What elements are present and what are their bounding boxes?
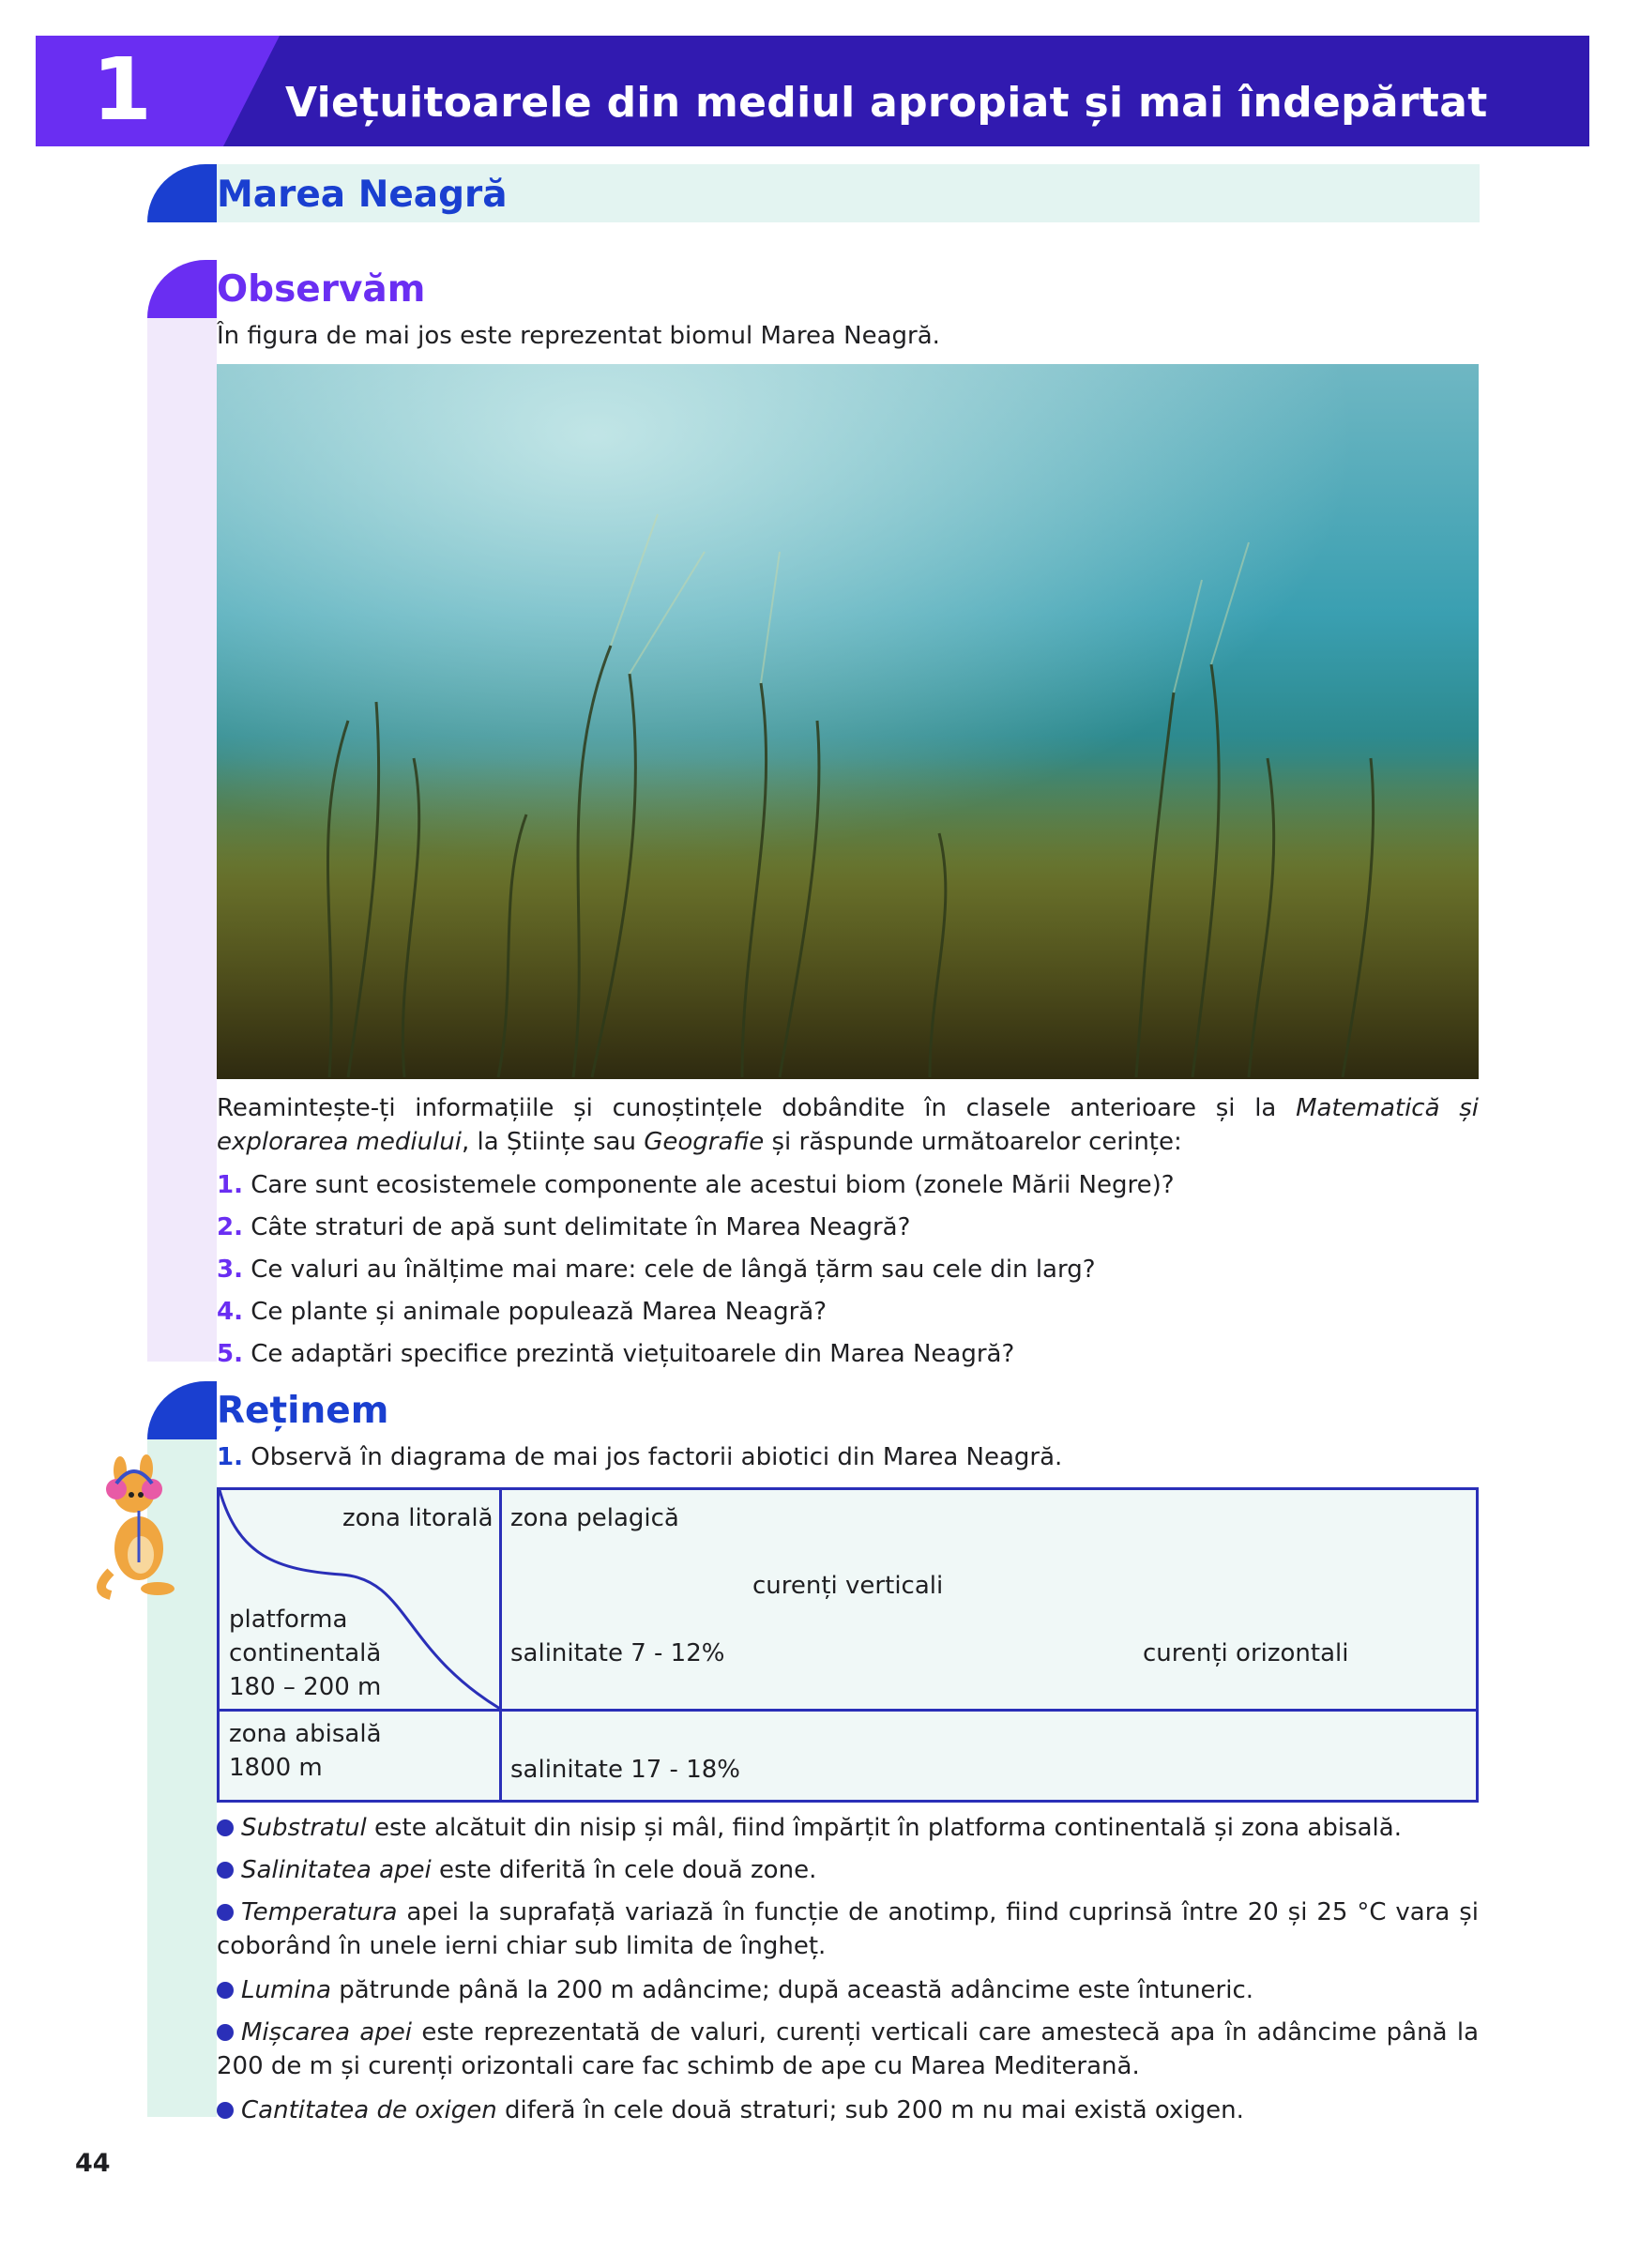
fact-bullet bbox=[217, 1973, 1479, 2007]
observam-header bbox=[147, 260, 217, 318]
fact-term: Substratul bbox=[241, 1814, 367, 1842]
question-item bbox=[217, 1295, 1479, 1329]
fact-bullet bbox=[217, 1853, 1479, 1887]
fact-bullet bbox=[217, 2093, 1479, 2127]
bullet-dot-icon bbox=[217, 2024, 234, 2041]
fact-text: diferă în cele două straturi; sub 200 m nu mai există oxigen. bbox=[496, 2096, 1244, 2124]
label-curenti-orizontali: curenți orizontali bbox=[1143, 1639, 1349, 1667]
question-number: 4. bbox=[217, 1298, 243, 1326]
bullet-dot-icon bbox=[217, 1982, 234, 1999]
question-number: 1. bbox=[217, 1171, 243, 1199]
question-text: Ce plante și animale populează Marea Neagră? bbox=[251, 1298, 828, 1326]
bullet-dot-icon bbox=[217, 2102, 234, 2119]
observam-heading: Observăm bbox=[217, 268, 426, 311]
retinem-heading: Reținem bbox=[217, 1390, 389, 1432]
label-zona-abisala: zona abisală bbox=[229, 1720, 382, 1748]
fact-text: este diferită în cele două zone. bbox=[431, 1856, 817, 1884]
chapter-number-block bbox=[36, 36, 280, 146]
retinem-header bbox=[147, 1381, 217, 1439]
retinem-intro-text: Observă în diagrama de mai jos factorii abiotici din Marea Neagră. bbox=[251, 1443, 1063, 1471]
section-marker bbox=[147, 164, 217, 222]
kangaroo-mascot-icon bbox=[83, 1450, 195, 1600]
fact-text: este alcătuit din nisip și mâl, fiind împărțit în platforma continentală și zona abisală. bbox=[366, 1814, 1402, 1842]
question-number: 3. bbox=[217, 1256, 243, 1284]
fact-text: apei la suprafață variază în funcție de anotimp, fiind cuprinsă între 20 și 25 °C vara și coborând în unele ierni chiar sub limita de îngheț. bbox=[217, 1898, 1479, 1960]
question-number: 5. bbox=[217, 1340, 243, 1368]
fact-bullet bbox=[217, 1895, 1479, 1963]
question-item bbox=[217, 1168, 1479, 1202]
retinem-marker bbox=[147, 1381, 217, 1439]
label-zona-pelagica: zona pelagică bbox=[510, 1504, 679, 1532]
bullet-dot-icon bbox=[217, 1904, 234, 1921]
retinem-intro-number: 1. bbox=[217, 1443, 243, 1471]
label-platforma: platforma bbox=[229, 1606, 348, 1634]
label-curenti-verticali: curenți verticali bbox=[752, 1572, 944, 1600]
fact-term: Temperatura bbox=[241, 1898, 398, 1926]
question-item bbox=[217, 1337, 1479, 1371]
question-text: Ce valuri au înălțime mai mare: cele de lângă țărm sau cele din larg? bbox=[251, 1256, 1096, 1284]
label-adancime-abisala: 1800 m bbox=[229, 1754, 323, 1782]
observam-intro: În figura de mai jos este reprezentat biomul Marea Neagră. bbox=[217, 322, 940, 350]
question-item bbox=[217, 1253, 1479, 1286]
chapter-banner bbox=[36, 36, 1589, 146]
fact-term: Salinitatea apei bbox=[241, 1856, 432, 1884]
observam-marker bbox=[147, 260, 217, 318]
observam-side-strip bbox=[147, 318, 217, 1362]
black-sea-photo bbox=[217, 364, 1479, 1079]
question-text: Câte straturi de apă sunt delimitate în Marea Neagră? bbox=[251, 1213, 911, 1241]
abiotic-factors-diagram bbox=[217, 1487, 1479, 1803]
label-continentala: continentală bbox=[229, 1639, 382, 1667]
prompt-part-a: Reamintește-ți informațiile și cunoștințele dobândite în clasele anterioare și la bbox=[217, 1094, 1297, 1122]
fact-term: Mișcarea apei bbox=[241, 2018, 413, 2047]
seagrass-illustration bbox=[217, 364, 1479, 1079]
label-zona-litorala: zona litorală bbox=[342, 1504, 494, 1532]
fact-text: este reprezentată de valuri, curenți verticali care amestecă apa în adâncime până la 200 de m și curenți orizontali care fac schimb de ape cu Marea Mediterană. bbox=[217, 2018, 1479, 2080]
bullet-dot-icon bbox=[217, 1819, 234, 1836]
label-adancime-platforma: 180 – 200 m bbox=[229, 1673, 382, 1701]
prompt-part-e: și răspunde următoarelor cerințe: bbox=[764, 1128, 1182, 1156]
retinem-intro bbox=[217, 1440, 1479, 1474]
section-title: Marea Neagră bbox=[217, 174, 508, 216]
section-header bbox=[147, 164, 1480, 222]
prompt-subject-geo: Geografie bbox=[644, 1128, 765, 1156]
question-number: 2. bbox=[217, 1213, 243, 1241]
label-salinitate-1: salinitate 7 - 12% bbox=[510, 1639, 725, 1667]
fact-bullet bbox=[217, 2016, 1479, 2083]
chapter-number: 1 bbox=[92, 39, 153, 140]
prompt-subject-math: Matematică și explorarea mediului bbox=[217, 1094, 1479, 1156]
bullet-dot-icon bbox=[217, 1862, 234, 1879]
fact-term: Cantitatea de oxigen bbox=[241, 2096, 497, 2124]
diagram-horizontal-divider bbox=[220, 1709, 1476, 1712]
page-number: 44 bbox=[75, 2149, 111, 2178]
diagram-vertical-divider bbox=[499, 1490, 502, 1800]
fact-bullet bbox=[217, 1811, 1479, 1845]
prompt-part-c: , la Științe sau bbox=[461, 1128, 645, 1156]
question-text: Care sunt ecosistemele componente ale acestui biom (zonele Mării Negre)? bbox=[251, 1171, 1175, 1199]
observam-prompt bbox=[217, 1091, 1479, 1159]
fact-text: pătrunde până la 200 m adâncime; după această adâncime este întuneric. bbox=[330, 1976, 1254, 2004]
chapter-title: Viețuitoarele din mediul apropiat și mai îndepărtat bbox=[285, 79, 1488, 127]
fact-term: Lumina bbox=[241, 1976, 331, 2004]
question-item bbox=[217, 1210, 1479, 1244]
label-salinitate-2: salinitate 17 - 18% bbox=[510, 1756, 740, 1784]
question-text: Ce adaptări specifice prezintă viețuitoarele din Marea Neagră? bbox=[251, 1340, 1015, 1368]
